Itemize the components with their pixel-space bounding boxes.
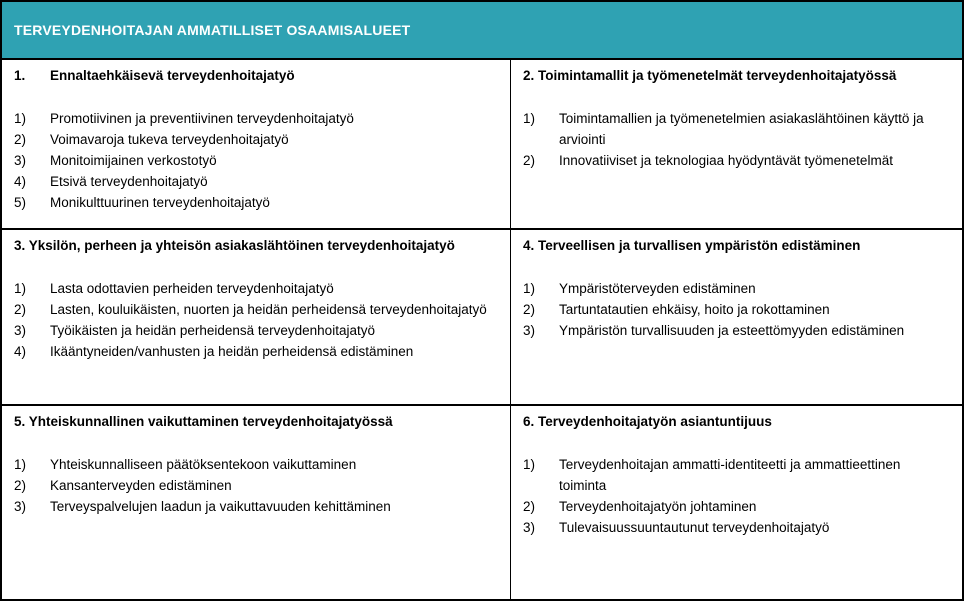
- cell-title-number: 4.: [523, 238, 535, 253]
- table-cell-6: [511, 406, 962, 599]
- item-text: Tartuntatautien ehkäisy, hoito ja rokottaminen: [559, 302, 830, 317]
- item-number: 4): [14, 344, 27, 359]
- item-number: 3): [14, 499, 27, 514]
- item-text: Terveydenhoitajatyön johtaminen: [559, 499, 757, 514]
- cell-title-4: [523, 235, 950, 256]
- cell-title-3: [14, 235, 498, 256]
- cell-title-text: Ennaltaehkäisevä terveydenhoitajatyö: [50, 68, 295, 83]
- cell-title-text: Toimintamallit ja työmenetelmät terveydenhoitajatyössä: [538, 68, 897, 83]
- item-number: 1): [14, 281, 27, 296]
- item-text: Monitoimijainen verkostotyö: [50, 153, 217, 168]
- item-number: 3): [523, 520, 536, 535]
- item-text: Ikääntyneiden/vanhusten ja heidän perheidensä edistäminen: [50, 344, 414, 359]
- cell-title-text: Yksilön, perheen ja yhteisön asiakaslähtöinen terveydenhoitajatyö: [28, 238, 455, 253]
- list-item: [523, 320, 950, 341]
- list-item: [523, 517, 950, 538]
- item-number: 2): [14, 132, 27, 147]
- list-item: [523, 150, 950, 171]
- table-cell-2: [511, 60, 962, 230]
- item-number: 1): [523, 281, 536, 296]
- item-number: 3): [14, 323, 27, 338]
- item-number: 2): [523, 302, 536, 317]
- list-item: [523, 454, 950, 496]
- item-text: Tulevaisuussuuntautunut terveydenhoitajatyö: [559, 520, 830, 535]
- table-cell-3: [2, 230, 511, 406]
- item-text: Ympäristöterveyden edistäminen: [559, 281, 756, 296]
- list-item: [14, 108, 498, 129]
- cell-item-list: [14, 454, 498, 517]
- list-item: [523, 278, 950, 299]
- item-text: Innovatiiviset ja teknologiaa hyödyntävät työmenetelmät: [559, 153, 893, 168]
- list-item: [14, 171, 498, 192]
- list-item: [14, 320, 498, 341]
- list-item: [14, 496, 498, 517]
- list-item: [14, 454, 498, 475]
- item-number: 1): [523, 457, 536, 472]
- cell-title-number: 6.: [523, 414, 535, 429]
- list-item: [523, 108, 950, 150]
- cell-title-6: [523, 411, 950, 432]
- table-grid: [2, 60, 962, 599]
- list-item: [523, 299, 950, 320]
- cell-title-1: [14, 65, 498, 86]
- item-number: 1): [14, 457, 27, 472]
- list-item: [14, 278, 498, 299]
- item-text: Toimintamallien ja työmenetelmien asiakaslähtöinen käyttö ja arviointi: [559, 111, 924, 147]
- cell-title-2: [523, 65, 950, 86]
- cell-title-number: 3.: [14, 238, 26, 253]
- cell-title-text: Terveydenhoitajatyön asiantuntijuus: [538, 414, 772, 429]
- item-text: Terveyspalvelujen laadun ja vaikuttavuuden kehittäminen: [50, 499, 391, 514]
- cell-title-5: [14, 411, 498, 432]
- item-number: 3): [523, 323, 536, 338]
- item-text: Voimavaroja tukeva terveydenhoitajatyö: [50, 132, 289, 147]
- item-number: 2): [14, 478, 27, 493]
- item-number: 2): [523, 499, 536, 514]
- cell-title-number: 2.: [523, 68, 535, 83]
- item-number: 2): [523, 153, 536, 168]
- table-cell-4: [511, 230, 962, 406]
- table-header: [2, 2, 962, 60]
- item-text: Monikulttuurinen terveydenhoitajatyö: [50, 195, 270, 210]
- list-item: [523, 496, 950, 517]
- table-cell-1: [2, 60, 511, 230]
- item-number: 1): [14, 111, 27, 126]
- item-number: 2): [14, 302, 27, 317]
- list-item: [14, 299, 498, 320]
- item-number: 5): [14, 195, 27, 210]
- item-text: Promotiivinen ja preventiivinen terveydenhoitajatyö: [50, 111, 354, 126]
- cell-item-list: [523, 108, 950, 171]
- item-text: Ympäristön turvallisuuden ja esteettömyyden edistäminen: [559, 323, 905, 338]
- item-text: Lasta odottavien perheiden terveydenhoitajatyö: [50, 281, 334, 296]
- table-cell-5: [2, 406, 511, 599]
- cell-item-list: [523, 454, 950, 538]
- cell-item-list: [14, 278, 498, 362]
- cell-title-text: Terveellisen ja turvallisen ympäristön edistäminen: [538, 238, 861, 253]
- list-item: [14, 192, 498, 213]
- cell-title-text: Yhteiskunnallinen vaikuttaminen terveydenhoitajatyössä: [28, 414, 393, 429]
- item-text: Yhteiskunnalliseen päätöksentekoon vaikuttaminen: [50, 457, 357, 472]
- item-number: 4): [14, 174, 27, 189]
- list-item: [14, 150, 498, 171]
- list-item: [14, 475, 498, 496]
- cell-item-list: [14, 108, 498, 213]
- list-item: [14, 129, 498, 150]
- cell-title-number: 1.: [14, 68, 26, 83]
- item-text: Etsivä terveydenhoitajatyö: [50, 174, 208, 189]
- item-text: Työikäisten ja heidän perheidensä terveydenhoitajatyö: [50, 323, 375, 338]
- item-text: Terveydenhoitajan ammatti-identiteetti ja ammattieettinen toiminta: [559, 457, 901, 493]
- cell-item-list: [523, 278, 950, 341]
- cell-title-number: 5.: [14, 414, 26, 429]
- table-title: TERVEYDENHOITAJAN AMMATILLISET OSAAMISALUEET: [14, 22, 411, 38]
- item-number: 1): [523, 111, 536, 126]
- item-text: Kansanterveyden edistäminen: [50, 478, 232, 493]
- item-text: Lasten, kouluikäisten, nuorten ja heidän perheidensä terveydenhoitajatyö: [50, 302, 487, 317]
- item-number: 3): [14, 153, 27, 168]
- list-item: [14, 341, 498, 362]
